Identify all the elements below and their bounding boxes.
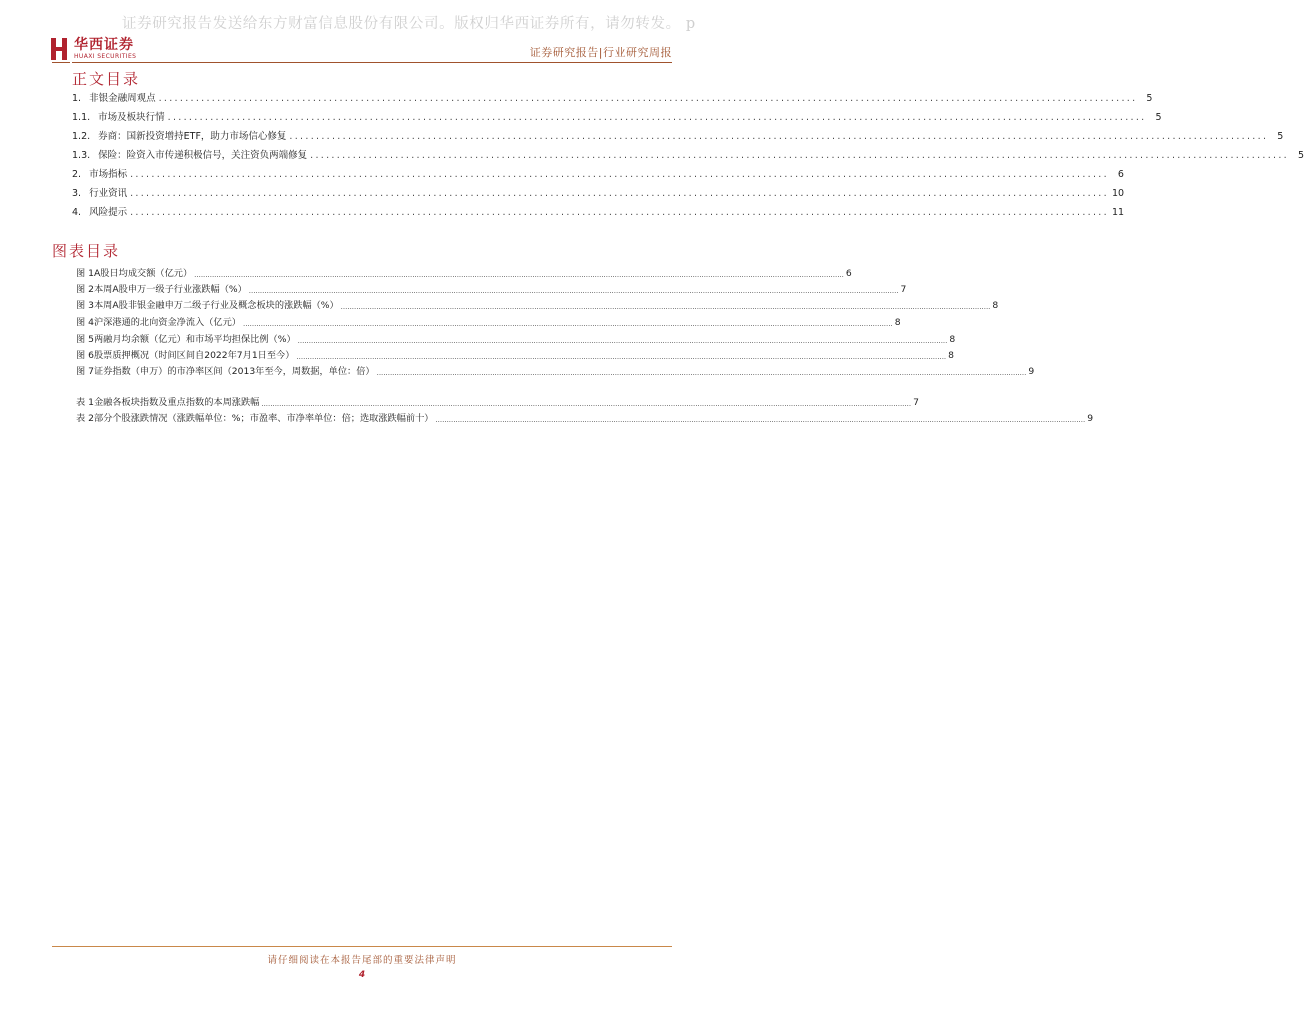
leader-dots: ........................................................................................................................................................................................ — [167, 112, 1147, 123]
leader-dots: .................................................................................................................................................................................................................................................................................................... — [340, 303, 991, 311]
figure-entry[interactable] — [76, 266, 852, 279]
figure-entry[interactable] — [76, 298, 999, 311]
toc-entry[interactable] — [72, 147, 1304, 161]
figure-label: 图 6 — [76, 350, 94, 361]
toc-entry[interactable] — [72, 109, 1162, 123]
figure-label: 图 2 — [76, 284, 94, 295]
leader-dots: ........................................................................................................................................................................................ — [130, 169, 1109, 180]
leader-dots: ........................................................................................................................................................................................ — [130, 188, 1109, 199]
toc-entry-number: 1.2. — [72, 131, 91, 142]
leader-dots: .................................................................................................................................................................................................................................................................................................... — [297, 337, 948, 345]
figure-label: 图 3 — [76, 300, 94, 311]
toc-entry-text: 市场指标 — [89, 169, 128, 180]
report-type-tag: 证券研究报告|行业研究周报 — [529, 46, 672, 59]
toc-entry-number: 1. — [72, 93, 82, 104]
table-page: 9 — [1087, 413, 1094, 424]
figure-label: 图 4 — [76, 317, 94, 328]
logo-name-en: HUAXI SECURITIES — [74, 53, 137, 60]
figure-entry[interactable] — [76, 364, 1035, 377]
figure-text: 沪深港通的北向资金净流入（亿元） — [93, 317, 241, 328]
footer-divider — [52, 946, 672, 947]
figure-text: 本周A股非银金融申万二级子行业及概念板块的涨跌幅（%） — [93, 300, 339, 311]
figure-entry[interactable] — [76, 332, 956, 345]
toc-entry-page: 5 — [1146, 93, 1153, 104]
toc-entry-page: 11 — [1111, 207, 1125, 218]
leader-dots: .................................................................................................................................................................................................................................................................................................... — [242, 320, 893, 328]
figure-label: 图 5 — [76, 334, 94, 345]
figure-text: 本周A股申万一级子行业涨跌幅（%） — [93, 284, 247, 295]
toc-entry[interactable] — [72, 185, 1125, 199]
figures-title: 图表目录 — [52, 242, 121, 260]
leader-dots: .................................................................................................................................................................................................................................................................................................... — [376, 369, 1027, 377]
toc-entry[interactable] — [72, 90, 1153, 104]
table-entry[interactable] — [76, 395, 919, 408]
figure-page: 7 — [900, 284, 907, 295]
leader-dots: ........................................................................................................................................................................................ — [158, 93, 1138, 104]
leader-dots: ........................................................................................................................................................................................ — [289, 131, 1269, 142]
toc-entry-text: 风险提示 — [89, 207, 128, 218]
toc-entry-number: 4. — [72, 207, 82, 218]
leader-dots: .................................................................................................................................................................................................................................................................................................... — [194, 271, 844, 279]
figure-page: 8 — [948, 350, 955, 361]
toc-entry[interactable] — [72, 204, 1125, 218]
figure-entry[interactable] — [76, 348, 955, 361]
toc-entry[interactable] — [72, 128, 1284, 142]
table-entry[interactable] — [76, 411, 1094, 424]
page-number: 4 — [358, 970, 366, 980]
toc-entry-number: 1.3. — [72, 150, 91, 161]
leader-dots: ........................................................................................................................................................................................ — [310, 150, 1289, 161]
toc-entry-text: 券商：国新投资增持ETF，助力市场信心修复 — [98, 131, 287, 142]
figure-page: 8 — [949, 334, 956, 345]
toc-entry-page: 5 — [1155, 112, 1162, 123]
toc-entry-page: 6 — [1117, 169, 1124, 180]
table-label: 表 1 — [76, 397, 94, 408]
toc-entry-number: 3. — [72, 188, 82, 199]
legal-disclaimer-note: 请仔细阅读在本报告尾部的重要法律声明 — [267, 955, 457, 966]
figure-page: 8 — [992, 300, 999, 311]
leader-dots: .................................................................................................................................................................................................................................................................................................... — [435, 416, 1086, 424]
logo-name-cn: 华西证券 — [74, 37, 134, 53]
figure-page: 9 — [1028, 366, 1035, 377]
leader-dots: .................................................................................................................................................................................................................................................................................................... — [248, 287, 899, 295]
toc-entry-number: 1.1. — [72, 112, 91, 123]
table-text: 金融各板块指数及重点指数的本周涨跌幅 — [93, 397, 260, 408]
header-divider — [72, 62, 672, 63]
table-text: 部分个股涨跌情况（涨跌幅单位：%；市盈率、市净率单位：倍；选取涨跌幅前十） — [93, 413, 434, 424]
table-page: 7 — [913, 397, 919, 408]
figure-text: 股票质押概况（时间区间自2022年7月1日至今） — [93, 350, 295, 361]
table-label: 表 2 — [76, 413, 94, 424]
huaxi-logo-icon — [51, 38, 69, 60]
leader-dots: ........................................................................................................................................................................................ — [130, 207, 1109, 218]
toc-entry[interactable] — [72, 166, 1124, 180]
toc-entry-text: 非银金融周观点 — [89, 93, 156, 104]
figure-text: 两融月均余额（亿元）和市场平均担保比例（%） — [93, 334, 296, 345]
figure-text: 证券指数（申万）的市净率区间（2013年至今，周数据，单位：倍） — [93, 366, 375, 377]
figure-label: 图 1 — [76, 268, 94, 279]
watermark: 证券研究报告发送给东方财富信息股份有限公司。版权归华西证券所有，请勿转发。 p — [122, 16, 696, 32]
leader-dots: .................................................................................................................................................................................................................................................................................................... — [296, 353, 947, 361]
figure-entry[interactable] — [76, 282, 907, 295]
toc-entry-number: 2. — [72, 169, 82, 180]
figure-text: A股日均成交额（亿元） — [93, 268, 193, 279]
figure-entry[interactable] — [76, 315, 901, 328]
figure-page: 6 — [845, 268, 852, 279]
figure-label: 图 7 — [76, 366, 94, 377]
toc-entry-text: 市场及板块行情 — [98, 112, 165, 123]
company-logo — [51, 37, 136, 60]
toc-entry-page: 5 — [1297, 150, 1304, 161]
header-divider-left — [52, 62, 70, 63]
figure-page: 8 — [894, 317, 901, 328]
toc-entry-text: 保险：险资入市传递积极信号，关注资负两端修复 — [98, 150, 308, 161]
toc-entry-page: 10 — [1111, 188, 1125, 199]
leader-dots: .................................................................................................................................................................................................................................................................................................... — [261, 400, 912, 408]
toc-entry-page: 5 — [1277, 131, 1284, 142]
toc-entry-text: 行业资讯 — [89, 188, 128, 199]
toc-title: 正文目录 — [72, 70, 141, 88]
